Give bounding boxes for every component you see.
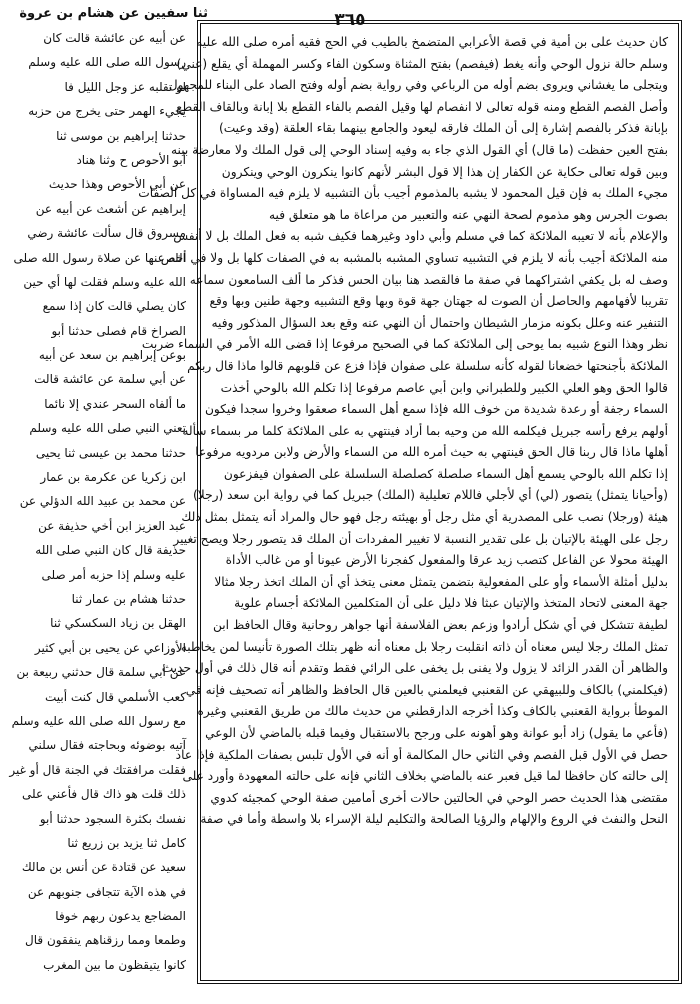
main-text-line: وسلم حالة نزول الوحي وأنه يغط (فيفصم) بفتح المثناة وسكون الفاء وكسر المهملة أي يقلع (عني)	[176, 56, 668, 71]
margin-text-line: تعني النبي صلى الله عليه وسلم	[29, 421, 186, 436]
margin-text-line: في هذه الآية تتجافى جنوبهم عن	[27, 884, 186, 899]
margin-text-line: مسروق قال سألت عائشة رضي	[27, 226, 186, 241]
margin-text-line: ما ألفاه السحر عندي إلا نائما	[44, 396, 186, 411]
main-text-line: تقريبا لأفهامهم والحاصل أن الصوت له جهتان جهة قوة وبها وقع التشبيه وجهة طنين وبها وقع	[209, 294, 668, 309]
margin-text-line: فقلت مرافقتك في الجنة قال أو غير	[9, 762, 186, 777]
margin-text-line: الله عنها عن صلاة رسول الله صلى	[13, 250, 186, 265]
main-text-line: بإبانة فذكر بالفصم إشارة إلى أن الملك فارقه ليعود والجامع بينهما بقاء العلقة (وقد وعيت)	[218, 121, 668, 136]
main-text-line: الملائكة بأجنحتها خضعانا لقوله كأنه سلسلة على صفوان فإذا فزع عن قلوبهم قالوا ماذا قال ربكم	[187, 358, 668, 373]
main-text-line: حصل في الأول قبل الفصم وفي الثاني حال المكالمة أو أنه في الأول تلبس بصفات الملكية فإذا عاد	[175, 747, 668, 762]
margin-text-line: عن أبيه عن عائشة قالت كان	[43, 31, 186, 45]
main-text-line: النحل والنفث في الروع والإلهام والرؤيا الصالحة والتكليم ليلة الإسراء بلا واسطة وأما في صفة	[200, 812, 668, 827]
margin-text-line: عن أبي سلمة قال حدثني ربيعة بن	[16, 665, 186, 680]
main-text-line: كان حديث على بن أمية في قصة الأعرابي المتضمخ بالطيب في الحج فقيه أمره صلى الله عليه	[196, 35, 668, 49]
main-text-line: مقتضى هذا الحديث حصر الوحي في الحالتين حالات أخرى أمامين صفة الوحي كمجيئه كدوي	[210, 790, 668, 805]
main-text-line: والظاهر أن القدر الزائد لا يزول ولا يفنى بل يخفى على الرائي فقط وتقدم أنه قال ذلك في أول حديث	[161, 661, 668, 676]
main-text-line: (فأعي ما يقول) زاد أبو عوانة وهو أهونه على ورجح بالاستقبال وفيما قبله بالماضي لأن الوعي	[205, 726, 668, 740]
margin-text-line: أبو الأحوص ح وثنا هناد	[76, 152, 186, 167]
margin-text-line: يجيء الهمر حتى يخرج من حزبه	[28, 104, 186, 119]
margin-hadith-column	[10, 26, 186, 986]
main-text-line: رجل على الهيئة بالإتيان بل على تقدير النسبة لا تغيير المفردات أن الملك قد يتصور رجلا ويصح تغيير	[173, 531, 668, 546]
margin-text-line: كعب الأسلمي قال كنت أبيت	[45, 689, 186, 704]
margin-text-line: لو تقلبه عز وجل الليل فا	[64, 79, 186, 94]
margin-text-line: بوعن إبراهيم بن سعد عن أبيه	[38, 348, 186, 363]
main-text-line: إذا تكلم الله بالوحي يسمع أهل السماء صلصلة كصلصلة السلسلة على الصفوان فيفزعون	[223, 466, 668, 481]
margin-text-line: رسول الله صلى الله عليه وسلم	[28, 55, 186, 70]
main-text-line: جهة المعنى لاتحاد المتخذ والإتيان عبثا فلا دليل على أن المتكلمين الملائكة أجسام علوية	[234, 596, 668, 611]
page-number: ٣٦٥	[334, 10, 366, 30]
margin-text-line: حدثنا محمد بن عيسى ثنا يحيى	[35, 445, 186, 460]
main-text-line: قالوا الحق وهو العلي الكبير وللطبراني وابن أبي عاصم مرفوعا إذا تكلم الله بالوحي أخذت	[220, 380, 668, 395]
main-text-line: مجيء الملك به فإن قيل المحمود لا يشبه بالمذموم أجيب بأن التشبيه لا يلزم فيه المساواة في كل الصفات	[138, 186, 668, 201]
main-text-line: السماء رجفة أو رعدة شديدة من خوف الله فإذا سمع أهل السماء صعقوا وخروا سجدا فيكون	[204, 402, 668, 417]
margin-text-line: الهقل بن زياد السكسكي ثنا	[50, 616, 186, 631]
main-text-line: لطيفة تتشكل في أي شكل أرادوا وزعم بعض الفلاسفة أنها جواهر روحانية وقال الحافظ ابن	[213, 618, 668, 633]
main-text-line: أولهم يرفع رأسه جبريل فيكلمه الله من وحيه بما أراد فينتهي به على الملائكة كلما مر بسماء سأله	[182, 423, 668, 438]
margin-text-line: الصراخ قام فصلى حدثنا أبو	[51, 323, 186, 338]
main-text-line: منه الملائكة أجيب بأنه لا يلزم في التشبيه تساوي المشبه بالمشبه به في الصفات كلها بل ولا في أخص	[160, 250, 668, 265]
main-text-line: بدليل أمثلة الأسماء وأو على المفعولية بتضمن يتمثل معنى يتخذ أي أن الملك اتخذ رجلا مثالا	[214, 574, 668, 589]
margin-text-line: حذيفة قال كان النبي صلى الله	[35, 543, 186, 558]
main-text-line: أهلها ماذا قال ربنا قال الحق فينتهي به حيث أمره الله من السماء والأرض ولابن مردويه مرفوعا	[195, 445, 668, 460]
main-text-line: والإعلام بأنه لا تعيبه الملائكة كما في مسلم وأبي داود وغيرهما فكيف شبه به فعل الملك بل لا أنفس	[173, 229, 668, 244]
margin-text-line: عبد العزيز ابن أخي حذيفة عن	[38, 518, 186, 533]
main-text-line: نظر وهذا النوع شبيه بما يوحى إلى الملائكة كما في الصحيح مرفوعا إذا قضى الله الأمر في السماء ضربت	[141, 337, 668, 352]
margin-text-line: عليه وسلم إذا حزبه أمر صلى	[41, 567, 186, 582]
main-text-line: الهيئة محولا عن الفاعل كتصب زيد عرقا والمفعول كفجرنا الأرض عيونا أو من غالب الأداة	[225, 553, 668, 568]
margin-text-line: عن أبي سلمة عن عائشة قالت	[34, 372, 186, 387]
margin-text-line: سعيد عن قتادة عن أنس بن مالك	[21, 860, 186, 875]
main-text-line: (فيكلمني) بالكاف وللبيهقي عن القعنبي فيعلمني بالعين قال الحافظ والظاهر أنه تصحيف فإنه في	[185, 682, 668, 697]
main-text-line: بصوت الجرس وهو مذموم لصحة النهي عنه والتعبير من مراعاة ما هو متعلق فيه	[268, 207, 668, 222]
main-text-line: التنفير عنه وعلل بكونه مزمار الشيطان واحتمال أن النهي عنه وقع بعد السؤال المذكور وفيه	[211, 315, 668, 330]
main-commentary-frame	[138, 20, 682, 984]
main-text-line: الموطأ برواية القعنبي بالكاف وكذا أخرجه الدارقطني من حديث مالك من طريق القعنبي وغيره	[197, 704, 668, 719]
margin-text-line: الله عليه وسلم فقلت لها أي حين	[23, 274, 186, 289]
margin-text-line: كانوا يتيقظون ما بين المغرب	[43, 957, 186, 972]
margin-text-line: المضاجع يدعون ربهم خوفا	[55, 909, 186, 924]
main-text-line: تمثل الملك رجلا ليس معناه أن ذاته انقلبت رجلا بل معناه أنه ظهر بتلك الصورة تأنيسا لمن يخاطبه	[180, 639, 668, 654]
main-text-line: وأصل الفصم القطع ومنه قوله تعالى لا انفصام لها وقيل الفصم بالفاء القطع بلا إبانة وبالقاف القطع	[176, 99, 668, 114]
margin-text-line: ذلك قلت هو ذاك قال فأعني على	[21, 787, 186, 802]
main-text-line: إلى حالته كان حافظا لما قيل فعبر عنه بالماضي بخلاف الثاني فإنه على حالته المعهودة وأورد على	[182, 769, 668, 784]
margin-text-line: حدثنا إبراهيم بن موسى ثنا	[56, 128, 186, 143]
margin-text-line: عن أبي الأحوص وهذا حديث	[48, 177, 186, 192]
margin-text-line: مع رسول الله صلى الله عليه وسلم	[11, 713, 186, 728]
margin-text-line: عن محمد بن عبيد الله الدؤلي عن	[19, 494, 186, 509]
margin-text-line: نفسك بكثرة السجود حدثنا أبو	[39, 811, 186, 826]
main-text-line: وصف له بل يكفي اشتراكهما في صفة ما فالقصد هنا بيان الحس فذكر ما ألف السامعون سماعه	[189, 272, 668, 287]
main-text-line: وبين قوله تعالى حكاية عن الكفار إن هذا إلا قول البشر لأنهم كانوا ينكرون الوحي وينكرون	[221, 164, 668, 179]
margin-text-line: كان يصلي قالت كان إذا سمع	[42, 299, 186, 314]
main-text-line: ويتجلى ما يغشاني ويروى بضم أوله من الرباعي وفي رواية بضم أوله وفتح الصاد على البناء للمجهول	[168, 78, 668, 93]
margin-text-line: الأوزاعي عن يحيى بن أبي كثير	[34, 640, 186, 655]
main-text-line: هيئة (ورجلا) نصب على المصدرية أي مثل رجل أو بهيئته رجل فهو حال والمراد أنه يتمثل بمثل ذلك	[181, 510, 668, 525]
margin-text-line: حدثنا هشام بن عمار ثنا	[71, 591, 186, 606]
margin-text-line: كامل ثنا يزيد بن زريع ثنا	[67, 835, 186, 850]
margin-header-note: ثنا سفيين عن هشام بن عروة	[19, 6, 208, 21]
margin-text-line: ابن زكريا عن عكرمة بن عمار	[40, 470, 186, 485]
margin-text-line: وطمعا ومما رزقناهم ينفقون قال	[25, 933, 186, 948]
main-text-line: بفتح العين حفظت (ما قال) أي القول الذي جاء به وفيه إسناد الوحي إلى قول الملك ولا معارضة بينه	[171, 142, 668, 157]
main-text-line: (وأحيانا يتمثل) يتصور (لي) أي لأجلي فاللام تعليلية (الملك) جبريل كما في رواية ابن سعد (رجلا)	[193, 488, 668, 503]
margin-text-line: آتيه بوضوئه وبحاجته فقال سلني	[28, 738, 186, 753]
margin-text-line: إبراهيم عن أشعث عن أبيه عن	[35, 201, 186, 216]
